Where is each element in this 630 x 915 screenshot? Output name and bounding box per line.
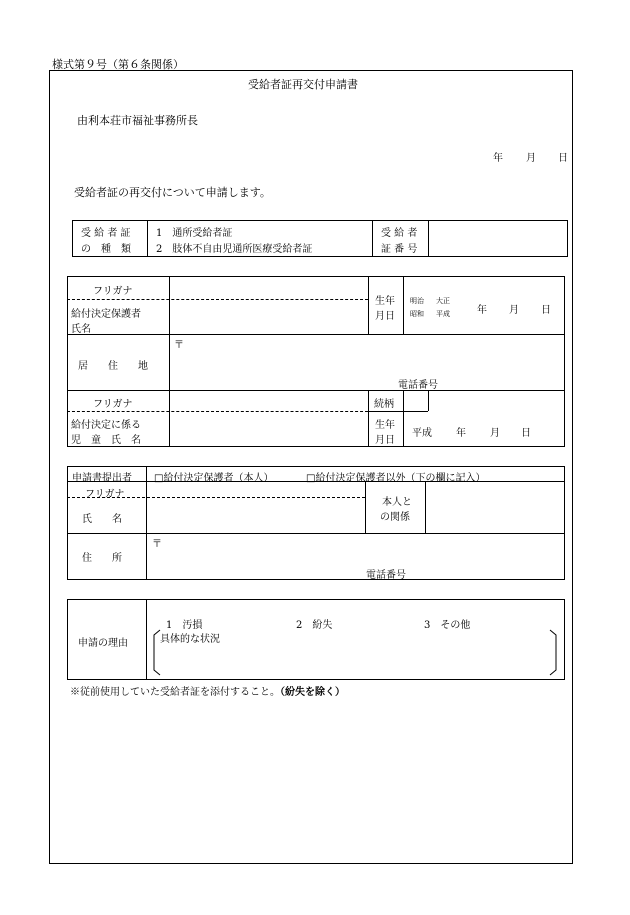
reason-option-other[interactable]: 3 その他 (424, 620, 471, 631)
era-taisho: 大正 (436, 297, 450, 305)
guardian-birth-year: 年 (477, 305, 487, 316)
child-furigana-label: フリガナ (93, 399, 133, 410)
child-name-label-2: 児 童 氏 名 (71, 435, 141, 446)
child-birth-year: 年 (456, 428, 466, 439)
attachment-note-bold: （紛失を除く） (280, 687, 345, 698)
child-birth-era: 平成 (412, 428, 432, 439)
intro-text: 受給者証の再交付について申請します。 (74, 186, 271, 199)
submitter-furigana-label: フリガナ (85, 489, 125, 500)
submitter-postal-mark: 〒 (152, 539, 162, 550)
form-title: 受給者証再交付申請書 (248, 78, 358, 91)
submitter-name-field[interactable] (150, 500, 362, 530)
relation-label: 続柄 (374, 399, 394, 410)
era-showa: 昭和 (410, 310, 424, 318)
guardian-birth-label-2: 月日 (375, 311, 395, 322)
guardian-birth-label-1: 生年 (375, 296, 395, 307)
date-year-label: 年 (493, 153, 503, 164)
date-day-label: 日 (558, 153, 568, 164)
submitter-address-label: 住 所 (82, 553, 122, 564)
addressee: 由利本荘市福祉事務所長 (77, 114, 198, 127)
reason-option-lost[interactable]: 2 紛失 (296, 620, 333, 631)
submitter-option-other[interactable]: □給付決定保護者以外（下の欄に記入） (306, 473, 486, 484)
submitter-name-label: 氏 名 (82, 514, 122, 525)
submitter-option-self[interactable]: □給付決定保護者（本人） (154, 473, 274, 484)
guardian-name-field[interactable] (172, 302, 365, 331)
cert-type-label-2: の 種 類 (81, 244, 131, 255)
cert-type-label-1: 受 給 者 証 (81, 228, 131, 239)
guardian-name-label-2: 氏名 (71, 324, 91, 335)
residence-label: 居 住 地 (78, 361, 148, 372)
date-month-label: 月 (526, 153, 536, 164)
submitter-phone-label: 電話番号 (366, 570, 406, 581)
cert-type-option-2: 2 肢体不自由児通所医療受給者証 (156, 244, 313, 255)
reason-label: 申請の理由 (78, 638, 128, 649)
guardian-birth-month: 月 (509, 305, 519, 316)
cert-type-option-1: 1 通所受給者証 (156, 228, 233, 239)
submitter-relation-label-1: 本人と (382, 497, 412, 508)
residence-postal-mark: 〒 (174, 340, 184, 351)
era-meiji: 明治 (410, 297, 424, 305)
detail-label: 具体的な状況 (160, 634, 220, 645)
submitter-label: 申請書提出者 (72, 473, 132, 484)
child-birth-month: 月 (490, 428, 500, 439)
cert-number-label-1: 受 給 者 (381, 228, 418, 239)
cert-number-label-2: 証 番 号 (381, 244, 418, 255)
attachment-note-text: ※従前使用していた受給者証を添付すること。 (70, 687, 280, 698)
era-heisei: 平成 (436, 310, 450, 318)
child-birth-label-2: 月日 (375, 435, 395, 446)
cert-number-field[interactable] (432, 224, 562, 252)
submitter-address-field[interactable] (165, 538, 560, 564)
submitter-relation-field[interactable] (429, 485, 561, 529)
relation-field[interactable] (432, 393, 562, 409)
detail-field[interactable] (160, 645, 550, 673)
guardian-furigana-label: フリガナ (93, 286, 133, 297)
reason-option-soiled[interactable]: 1 汚損 (166, 620, 203, 631)
residence-phone-label: 電話番号 (398, 380, 438, 391)
guardian-birth-day: 日 (541, 305, 551, 316)
residence-field[interactable] (185, 340, 560, 372)
attachment-note (70, 683, 345, 698)
child-birth-label-1: 生年 (375, 420, 395, 431)
form-number: 様式第９号（第６条関係） (52, 58, 184, 71)
submitter-relation-label-2: の関係 (380, 512, 410, 523)
child-name-field[interactable] (172, 414, 365, 444)
child-name-label-1: 給付決定に係る (71, 420, 141, 431)
guardian-name-label-1: 給付決定保護者 (71, 309, 141, 320)
child-birth-day: 日 (521, 428, 531, 439)
